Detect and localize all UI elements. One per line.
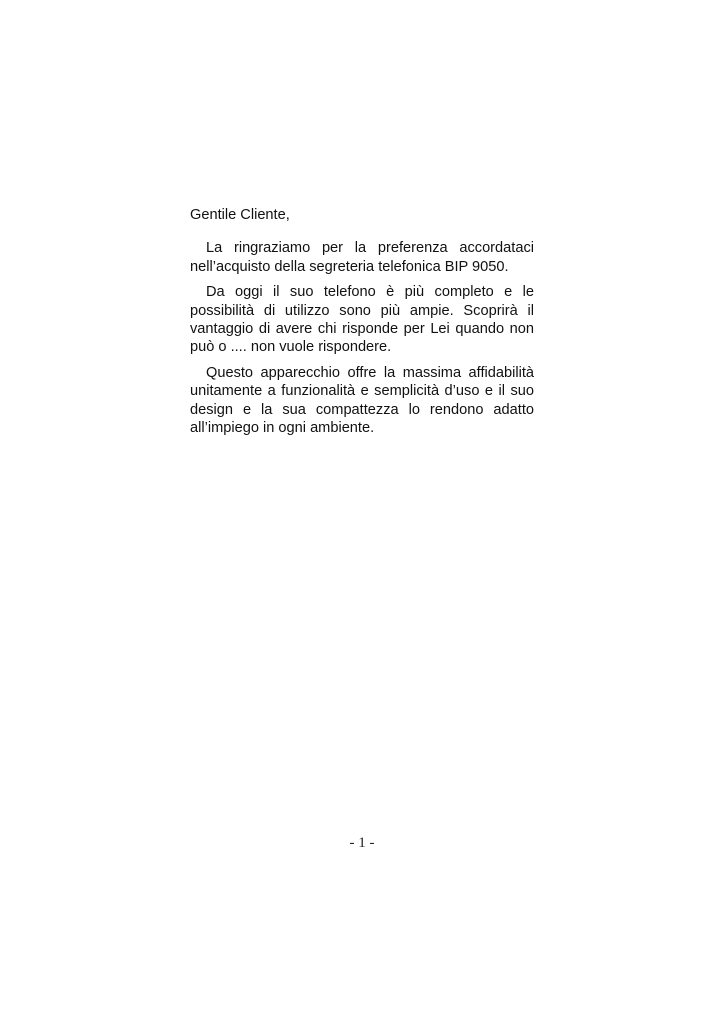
paragraph-features: Da oggi il suo telefono è più completo e le possibilità di utilizzo sono più ampie. Scoprirà il vantaggio di avere chi risponde per Lei quando non può o .... non vuole rispondere. [190,284,534,356]
letter-body [190,206,534,444]
page-number: - 1 - [349,835,375,851]
greeting: Gentile Cliente, [190,207,290,223]
paragraph-reliability: Questo apparecchio offre la massima affidabilità unitamente a funzionalità e semplicità d’uso e il suo design e la sua compattezza lo rendono adatto all’impiego in ogni ambiente. [190,364,534,437]
paragraph-thanks: La ringraziamo per la preferenza accordataci nell’acquisto della segreteria telefonica BIP 9050. [190,240,534,275]
